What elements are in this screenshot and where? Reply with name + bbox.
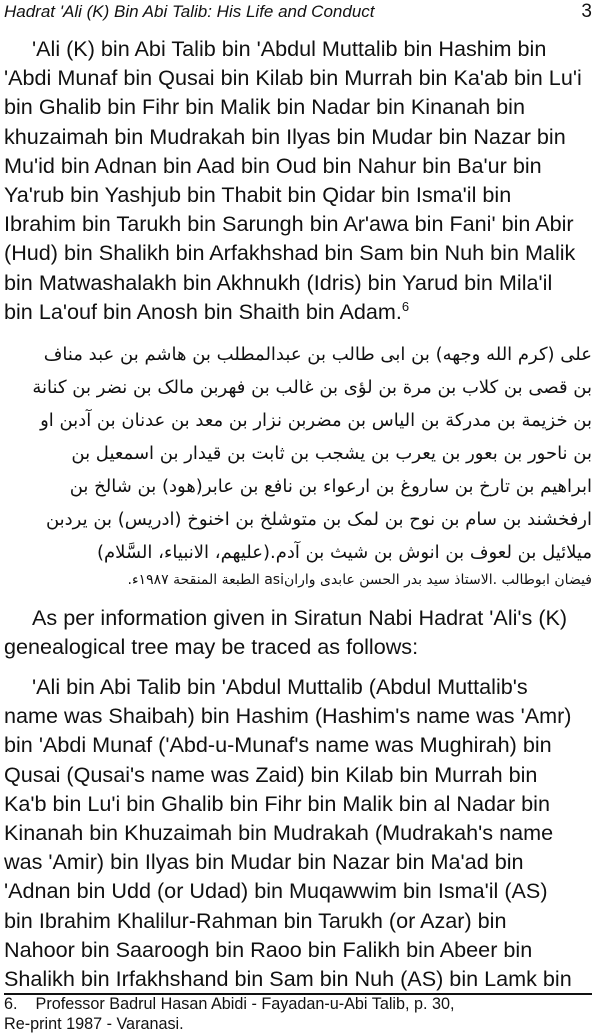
text-line: 'Ali bin Abi Talib bin 'Abdul Muttalib (Abdul Muttalib's (32, 674, 528, 699)
arabic-line: بن قصی بن کلاب بن مرة بن لؤی بن غالب بن فهربن مالک بن نضر بن کنانة (32, 377, 592, 398)
text-line: khuzaimah bin Mudrakah bin Ilyas bin Mudar bin Nazar bin (4, 123, 566, 149)
arabic-line: بن خزیمة بن مدرکة بن الیاس بن مضربن نزار بن معد بن عدنان بن آدبن او (40, 410, 592, 431)
text-line: Nahoor bin Saaroogh bin Raoo bin Falikh bin Abeer bin (4, 936, 533, 962)
arabic-line: ارفخشند بن سام بن نوح بن لمک بن متوشلخ بن اخنوخ (ادریس) بن یردبن (45, 509, 592, 530)
text-line: Ibrahim bin Tarukh bin Sarungh bin Ar'awa bin Fani' bin Abir (4, 211, 574, 237)
footnote (4, 994, 592, 1034)
page-number: 3 (581, 1, 592, 22)
footnote-line (4, 994, 592, 1014)
arabic-lineage (4, 338, 592, 569)
text-line-last (4, 297, 592, 326)
text-line: 'Adnan bin Udd (or Udad) bin Muqawwim bin Isma'il (AS) (4, 878, 548, 904)
paragraph-lineage-2 (4, 672, 592, 993)
text-line: bin Ghalib bin Fihr bin Malik bin Nadar bin Kinanah bin (4, 94, 525, 120)
running-header (4, 0, 592, 24)
arabic-line: میلائیل بن لعوف بن انوش بن شیث بن آدم.(علیهم، الانبیاء، السَّلام) (96, 542, 592, 563)
text-line: Shalikh bin Irfakhshand bin Sam bin Nuh (AS) bin Lamk bin (4, 965, 572, 991)
footnote-line: Re-print 1987 - Varanasi. (4, 1015, 184, 1033)
text-line: (Hud) bin Shalikh bin Arfakhshad bin Sam bin Nuh bin Malik (4, 240, 576, 266)
paragraph-intro (4, 603, 592, 661)
text-line: Kinanah bin Khuzaimah bin Mudrakah (Mudrakah's name (4, 819, 554, 845)
footnote-text: Professor Badrul Hasan Abidi - Fayadan-u-Abi Talib, p. 30, (35, 995, 455, 1013)
footnote-marker: 6 (401, 298, 410, 314)
paragraph-lineage-1 (4, 34, 592, 326)
arabic-line: بن ناحور بن بعور بن یعرب بن یشجب بن ثابت بن قیدار بن اسمعیل بن (71, 443, 592, 464)
text-line: was 'Amir) bin Ilyas bin Mudar bin Nazar bin Ma'ad bin (4, 849, 524, 875)
text-line: bin Matwashalakh bin Akhnukh (Idris) bin Yarud bin Mila'il (4, 269, 553, 295)
arabic-line: ابراهیم بن تارخ بن ساروغ بن ارعواء بن نافع بن عابر(هود) بن شالخ بن (69, 476, 592, 497)
text-line: 'Abdi Munaf bin Qusai bin Kilab bin Murrah bin Ka'ab bin Lu'i (4, 65, 582, 91)
text-line: As per information given in Siratun Nabi Hadrat 'Ali's (K) (32, 605, 568, 630)
header-title: Hadrat 'Ali (K) Bin Abi Talib: His Life and Conduct (4, 2, 375, 21)
text-line-content: bin La'ouf bin Anosh bin Shaith bin Adam. (4, 298, 402, 324)
text-line: Ka'b bin Lu'i bin Ghalib bin Fihr bin Malik bin al Nadar bin (4, 790, 550, 816)
text-line: Ya'rub bin Yashjub bin Thabit bin Qidar bin Isma'il bin (4, 181, 512, 207)
text-line: genealogical tree may be traced as follows: (4, 634, 419, 660)
text-line: Qusai (Qusai's name was Zaid) bin Kilab bin Murrah bin (4, 761, 538, 787)
footnote-label: 6. (4, 995, 18, 1013)
text-line: bin 'Abdi Munaf ('Abd-u-Munaf's name was Mughirah) bin (4, 732, 552, 758)
text-line: Mu'id bin Adnan bin Aad bin Oud bin Nahur bin Ba'ur bin (4, 152, 542, 178)
text-line: bin Ibrahim Khalilur-Rahman bin Tarukh (or Azar) bin (4, 907, 507, 933)
text-line: name was Shaibah) bin Hashim (Hashim's name was 'Amr) (4, 703, 572, 729)
arabic-line: علی (کرم الله وجهه) بن ابی طالب بن عبدالمطلب بن هاشم بن عبد مناف (43, 344, 592, 365)
text-line: 'Ali (K) bin Abi Talib bin 'Abdul Muttalib bin Hashim bin (32, 36, 547, 61)
arabic-reference: فیضان ابوطالب .الاستاذ سید بدر الحسن عابدی وارانasi الطبعة المنقحة ۱۹۸۷ء. (127, 572, 592, 588)
